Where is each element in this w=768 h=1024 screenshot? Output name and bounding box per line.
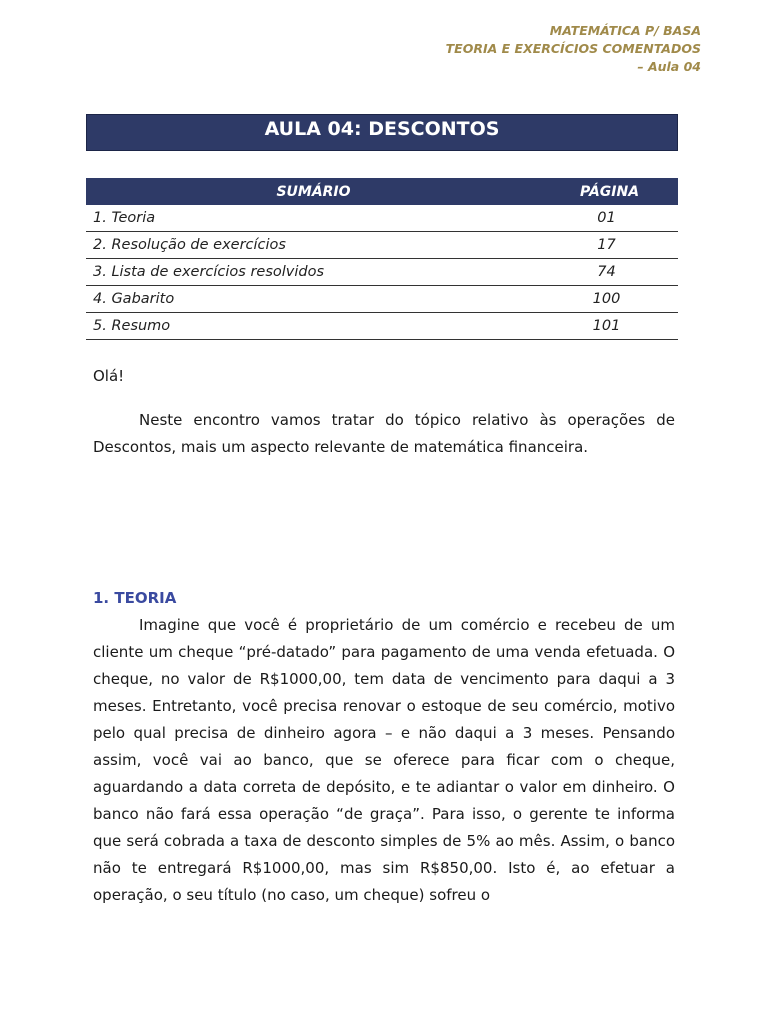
toc-header-page: PÁGINA: [541, 178, 678, 205]
lesson-title: AULA 04: DESCONTOS: [264, 118, 500, 140]
toc-row: [86, 313, 678, 340]
header-course-title: MATEMÁTICA P/ BASA: [549, 23, 701, 38]
toc-item-page: 100: [541, 286, 678, 313]
toc-item-page: 17: [541, 232, 678, 259]
toc-item-label: 5. Resumo: [86, 313, 541, 340]
toc-item-label: 2. Resolução de exercícios: [86, 232, 541, 259]
toc-item-page: 101: [541, 313, 678, 340]
intro-paragraph: Neste encontro vamos tratar do tópico relativo às operações de Descontos, mais um aspecto relevante de matemática financeira.: [93, 411, 675, 456]
header-lesson-number: – Aula 04: [637, 59, 701, 74]
lesson-title-bar: [86, 114, 678, 151]
page-header: [446, 22, 701, 76]
toc-header-row: [86, 178, 678, 205]
toc-header-summary: SUMÁRIO: [86, 178, 541, 205]
toc-item-label: 1. Teoria: [86, 205, 541, 232]
toc-item-label: 4. Gabarito: [86, 286, 541, 313]
toc-row: [86, 205, 678, 232]
toc-item-label: 3. Lista de exercícios resolvidos: [86, 259, 541, 286]
toc-item-page: 74: [541, 259, 678, 286]
section-heading-theory: 1. TEORIA: [93, 589, 177, 607]
table-of-contents: [86, 178, 678, 340]
toc-body: [86, 205, 678, 340]
header-course-subtitle: TEORIA E EXERCÍCIOS COMENTADOS: [445, 41, 701, 56]
toc-item-page: 01: [541, 205, 678, 232]
theory-paragraph: Imagine que você é proprietário de um comércio e recebeu de um cliente um cheque “pré-datado” para pagamento de uma venda efetuada. O cheque, no valor de R$1000,00, tem data de vencimento para daqui a 3 meses. Entretanto, você precisa renovar o estoque de seu comércio, motivo pelo qual precisa de dinheiro agora – e não daqui a 3 meses. Pensando assim, você vai ao banco, que se oferece para ficar com o cheque, aguardando a data correta de depósito, e te adiantar o valor em dinheiro. O banco não fará essa operação “de graça”. Para isso, o gerente te informa que será cobrada a taxa de desconto simples de 5% ao mês. Assim, o banco não te entregará R$1000,00, mas sim R$850,00. Isto é, ao efetuar a operação, o seu título (no caso, um cheque) sofreu o: [93, 616, 675, 904]
toc-row: [86, 232, 678, 259]
toc-row: [86, 286, 678, 313]
toc-row: [86, 259, 678, 286]
greeting: Olá!: [93, 367, 125, 385]
